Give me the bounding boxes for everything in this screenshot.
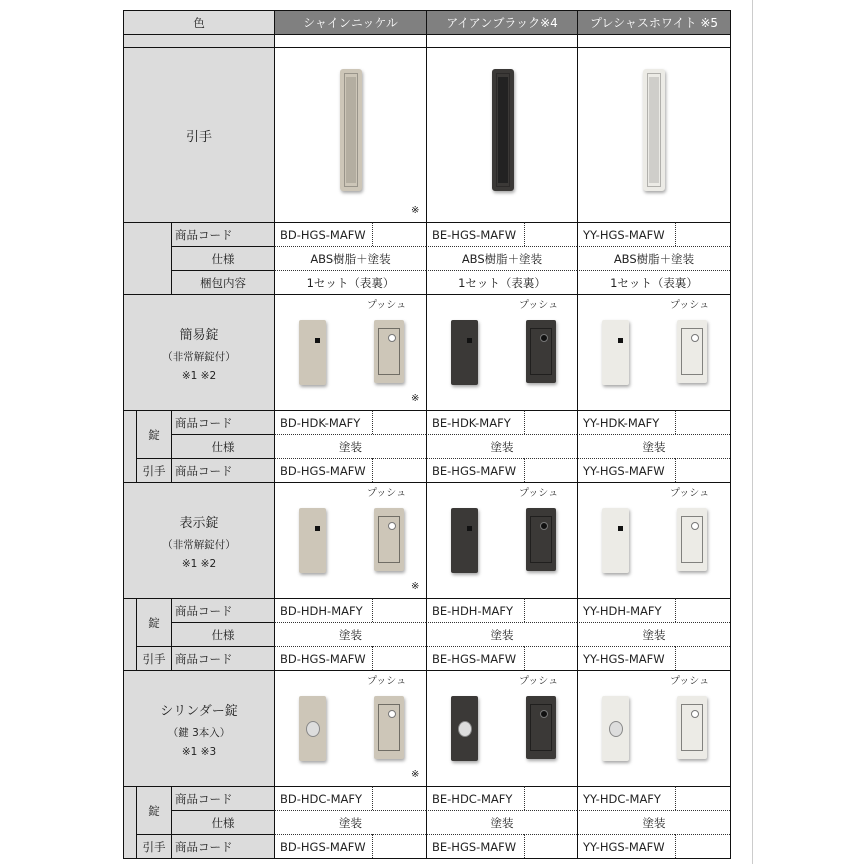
lock-outer-plate-image <box>451 508 478 573</box>
push-label: プッシュ <box>367 676 407 687</box>
product-code-value: BE-HGS-MAFW <box>426 458 524 482</box>
product-code-value: YY-HGS-MAFW <box>577 834 675 858</box>
spec-value: 塗装 <box>426 434 577 458</box>
header-color-label: 色 <box>123 10 274 34</box>
section-label <box>123 670 274 786</box>
empty-cell <box>524 410 577 434</box>
blank-cell <box>577 34 730 47</box>
section-note: ※1 ※2 <box>181 369 217 382</box>
empty-cell <box>372 222 426 246</box>
product-code-value: BE-HGS-MAFW <box>426 222 524 246</box>
empty-cell <box>675 598 730 622</box>
header-color-0: シャインニッケル <box>274 10 426 34</box>
row-group-label: 引手 <box>136 458 171 482</box>
spec-value: 1セット（表裏） <box>577 270 730 294</box>
spec-value: 1セット（表裏） <box>274 270 426 294</box>
row-label: 商品コード <box>171 834 274 858</box>
row-label: 商品コード <box>171 598 274 622</box>
product-code-value: YY-HDK-MAFY <box>577 410 675 434</box>
product-code-value: BD-HDK-MAFY <box>274 410 372 434</box>
spec-value: 塗装 <box>426 622 577 646</box>
empty-cell <box>675 786 730 810</box>
product-image-cell <box>577 294 730 410</box>
row-label: 仕様 <box>171 246 274 270</box>
product-code-value: YY-HDC-MAFY <box>577 786 675 810</box>
note-mark: ※ <box>411 769 420 780</box>
empty-cell <box>372 646 426 670</box>
product-code-value: BD-HGS-MAFW <box>274 458 372 482</box>
product-image-cell <box>577 670 730 786</box>
empty-cell <box>675 834 730 858</box>
row-group-label: 錠 <box>136 598 171 646</box>
spec-value: 塗装 <box>577 622 730 646</box>
lock-inner-plate-image <box>677 320 707 383</box>
empty-cell <box>524 598 577 622</box>
push-label: プッシュ <box>670 676 710 687</box>
empty-cell <box>524 834 577 858</box>
empty-cell <box>524 458 577 482</box>
hikite-handle-image <box>643 69 665 191</box>
row-label: 仕様 <box>171 622 274 646</box>
empty-cell <box>675 646 730 670</box>
spec-value: ABS樹脂＋塗装 <box>577 246 730 270</box>
header-color-2: プレシャスホワイト ※5 <box>577 10 730 34</box>
row-group-label: 錠 <box>136 410 171 458</box>
lock-inner-plate-image <box>677 696 707 759</box>
push-label: プッシュ <box>670 488 710 499</box>
product-code-value: BE-HGS-MAFW <box>426 646 524 670</box>
product-code-value: BD-HGS-MAFW <box>274 834 372 858</box>
blank-cell <box>274 34 426 47</box>
row-group-label: 引手 <box>136 646 171 670</box>
note-mark: ※ <box>411 581 420 592</box>
section-note: （鍵 3本入） <box>167 726 231 739</box>
section-note: （非常解錠付） <box>162 538 236 551</box>
empty-cell <box>372 834 426 858</box>
product-code-value: BD-HGS-MAFW <box>274 222 372 246</box>
label-spacer <box>123 598 136 670</box>
spec-value: 塗装 <box>426 810 577 834</box>
row-label: 梱包内容 <box>171 270 274 294</box>
lock-outer-plate-image <box>602 508 629 573</box>
row-label: 商品コード <box>171 222 274 246</box>
spec-value: 塗装 <box>274 622 426 646</box>
row-label: 商品コード <box>171 786 274 810</box>
spec-value: 塗装 <box>274 434 426 458</box>
lock-inner-plate-image <box>374 508 404 571</box>
product-code-value: YY-HGS-MAFW <box>577 222 675 246</box>
label-spacer <box>123 410 136 482</box>
section-label <box>123 482 274 598</box>
push-label: プッシュ <box>367 488 407 499</box>
row-label: 仕様 <box>171 810 274 834</box>
product-code-value: BD-HGS-MAFW <box>274 646 372 670</box>
empty-cell <box>524 646 577 670</box>
hikite-handle-image <box>492 69 514 191</box>
label-spacer <box>123 222 171 294</box>
section-label <box>123 47 274 222</box>
push-label: プッシュ <box>670 300 710 311</box>
note-mark: ※ <box>411 393 420 404</box>
push-label: プッシュ <box>519 676 559 687</box>
product-image-cell <box>577 482 730 598</box>
push-label: プッシュ <box>367 300 407 311</box>
product-code-value: BD-HDC-MAFY <box>274 786 372 810</box>
product-code-value: YY-HGS-MAFW <box>577 646 675 670</box>
lock-inner-plate-image <box>374 696 404 759</box>
empty-cell <box>524 786 577 810</box>
hikite-handle-image <box>340 69 362 191</box>
product-code-value: BE-HDK-MAFY <box>426 410 524 434</box>
note-mark: ※ <box>411 205 420 216</box>
product-code-value: BE-HGS-MAFW <box>426 834 524 858</box>
lock-outer-plate-image <box>451 320 478 385</box>
lock-inner-plate-image <box>526 320 556 383</box>
row-label: 商品コード <box>171 458 274 482</box>
product-code-value: BE-HDC-MAFY <box>426 786 524 810</box>
section-note: ※1 ※3 <box>181 745 217 758</box>
section-label <box>123 294 274 410</box>
section-title: 簡易錠 <box>179 327 219 343</box>
row-group-label: 錠 <box>136 786 171 834</box>
spec-value: 塗装 <box>577 434 730 458</box>
product-code-value: BE-HDH-MAFY <box>426 598 524 622</box>
blank-cell <box>426 34 577 47</box>
spec-value: ABS樹脂＋塗装 <box>274 246 426 270</box>
section-title: シリンダー錠 <box>160 703 238 719</box>
lock-outer-plate-image <box>299 508 326 573</box>
row-label: 仕様 <box>171 434 274 458</box>
page-edge-divider <box>752 0 753 864</box>
empty-cell <box>372 786 426 810</box>
lock-outer-plate-image <box>602 696 629 761</box>
lock-outer-plate-image <box>299 320 326 385</box>
spec-value: ABS樹脂＋塗装 <box>426 246 577 270</box>
empty-cell <box>675 458 730 482</box>
lock-inner-plate-image <box>677 508 707 571</box>
section-note: ※1 ※2 <box>181 557 217 570</box>
section-title: 表示錠 <box>179 515 219 531</box>
row-group-label: 引手 <box>136 834 171 858</box>
section-title: 引手 <box>185 129 212 145</box>
product-code-value: BD-HDH-MAFY <box>274 598 372 622</box>
lock-outer-plate-image <box>299 696 326 761</box>
product-code-value: YY-HGS-MAFW <box>577 458 675 482</box>
push-label: プッシュ <box>519 300 559 311</box>
lock-outer-plate-image <box>602 320 629 385</box>
blank-label-cell <box>123 34 274 47</box>
row-label: 商品コード <box>171 646 274 670</box>
empty-cell <box>372 458 426 482</box>
empty-cell <box>372 598 426 622</box>
spec-value: 1セット（表裏） <box>426 270 577 294</box>
spec-value: 塗装 <box>274 810 426 834</box>
lock-inner-plate-image <box>374 320 404 383</box>
row-label: 商品コード <box>171 410 274 434</box>
empty-cell <box>675 410 730 434</box>
header-color-1: アイアンブラック※4 <box>426 10 577 34</box>
section-note: （非常解錠付） <box>162 350 236 363</box>
lock-inner-plate-image <box>526 508 556 571</box>
empty-cell <box>372 410 426 434</box>
lock-outer-plate-image <box>451 696 478 761</box>
label-spacer <box>123 786 136 858</box>
push-label: プッシュ <box>519 488 559 499</box>
lock-inner-plate-image <box>526 696 556 759</box>
empty-cell <box>524 222 577 246</box>
spec-value: 塗装 <box>577 810 730 834</box>
empty-cell <box>675 222 730 246</box>
product-code-value: YY-HDH-MAFY <box>577 598 675 622</box>
